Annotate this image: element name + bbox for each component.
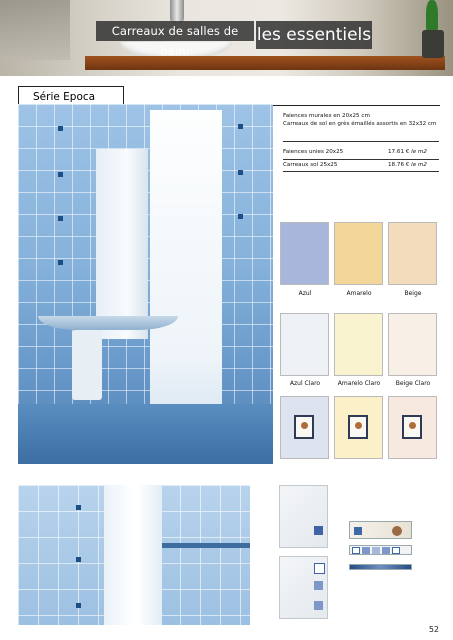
accent-tile xyxy=(76,505,81,510)
header-title: les essentiels xyxy=(256,21,372,49)
swatch-azul xyxy=(280,222,329,285)
flower-decor-icon xyxy=(348,415,368,439)
tile-sample xyxy=(279,556,328,619)
price-value: 17.61 € le m2 xyxy=(388,149,427,155)
accent-tile xyxy=(372,547,380,554)
swatch-amarelo xyxy=(334,222,383,285)
glass-basin xyxy=(38,316,178,330)
info-rule xyxy=(283,141,439,142)
wooden-counter xyxy=(85,56,445,70)
accent-tile xyxy=(58,216,63,221)
swatch-label: Amarelo Claro xyxy=(337,380,381,387)
swatch-amarelo-claro xyxy=(334,313,383,376)
accent-tile xyxy=(362,547,370,554)
decor-border-strip xyxy=(349,521,412,539)
decor-tile-beige xyxy=(388,396,437,459)
flower-decor-icon xyxy=(402,415,422,439)
swatch-azul-claro xyxy=(280,313,329,376)
header-subtitle: Carreaux de salles de bain: xyxy=(96,21,254,41)
decor-thin-border xyxy=(349,564,412,570)
mirror-edge xyxy=(104,485,134,625)
plant-image xyxy=(426,0,438,34)
accent-tile xyxy=(314,526,323,535)
border-stripe xyxy=(162,543,250,548)
accent-tile xyxy=(238,214,243,219)
accent-tile xyxy=(58,260,63,265)
swatch-beige xyxy=(388,222,437,285)
main-bathroom-photo xyxy=(18,104,273,464)
swatch-beige-claro xyxy=(388,313,437,376)
info-line-1: Faiences murales en 20x25 cm xyxy=(283,113,370,119)
page-number: 52 xyxy=(428,625,439,634)
price-value: 18.76 € le m2 xyxy=(388,162,427,168)
accent-tile xyxy=(58,172,63,177)
window xyxy=(140,485,162,625)
towel xyxy=(72,330,102,400)
accent-tile xyxy=(314,581,323,590)
accent-tile xyxy=(354,527,362,535)
mirror xyxy=(96,149,148,339)
price-row xyxy=(283,160,443,170)
flower-decor-icon xyxy=(392,526,402,536)
accent-tile xyxy=(76,557,81,562)
swatch-label: Azul xyxy=(298,290,312,297)
header-wall xyxy=(0,0,70,60)
flower-decor-icon xyxy=(294,415,314,439)
info-line-2: Carreaux de sol en grès émaillés assortis en 32x32 cm xyxy=(283,121,437,127)
product-info xyxy=(283,112,443,128)
accent-tile xyxy=(382,547,390,554)
floor-tiles xyxy=(18,404,273,464)
accent-tile xyxy=(314,563,325,574)
decor-tile-azul xyxy=(280,396,329,459)
bottom-photo-wall xyxy=(18,485,134,625)
accent-tile xyxy=(352,547,360,554)
price-label: Faiences unies 20x25 xyxy=(283,149,344,155)
swatch-label: Beige xyxy=(404,290,422,297)
price-rule xyxy=(283,171,439,172)
accent-tile xyxy=(314,601,323,610)
bottom-photo-window xyxy=(140,485,250,625)
accent-tile xyxy=(392,547,400,554)
decor-listello xyxy=(349,545,412,555)
accent-tile xyxy=(58,126,63,131)
tile-sample xyxy=(279,485,328,548)
price-row xyxy=(283,147,443,157)
accent-tile xyxy=(238,170,243,175)
accent-tile xyxy=(238,124,243,129)
swatch-label: Beige Claro xyxy=(395,380,431,387)
swatch-label: Amarelo xyxy=(346,290,372,297)
price-label: Carreaux sol 25x25 xyxy=(283,162,338,168)
decor-tile-amarelo xyxy=(334,396,383,459)
accent-tile xyxy=(76,603,81,608)
vase-image xyxy=(422,30,444,58)
serie-label: Série Epoca xyxy=(18,86,124,107)
swatch-label: Azul Claro xyxy=(289,380,321,387)
